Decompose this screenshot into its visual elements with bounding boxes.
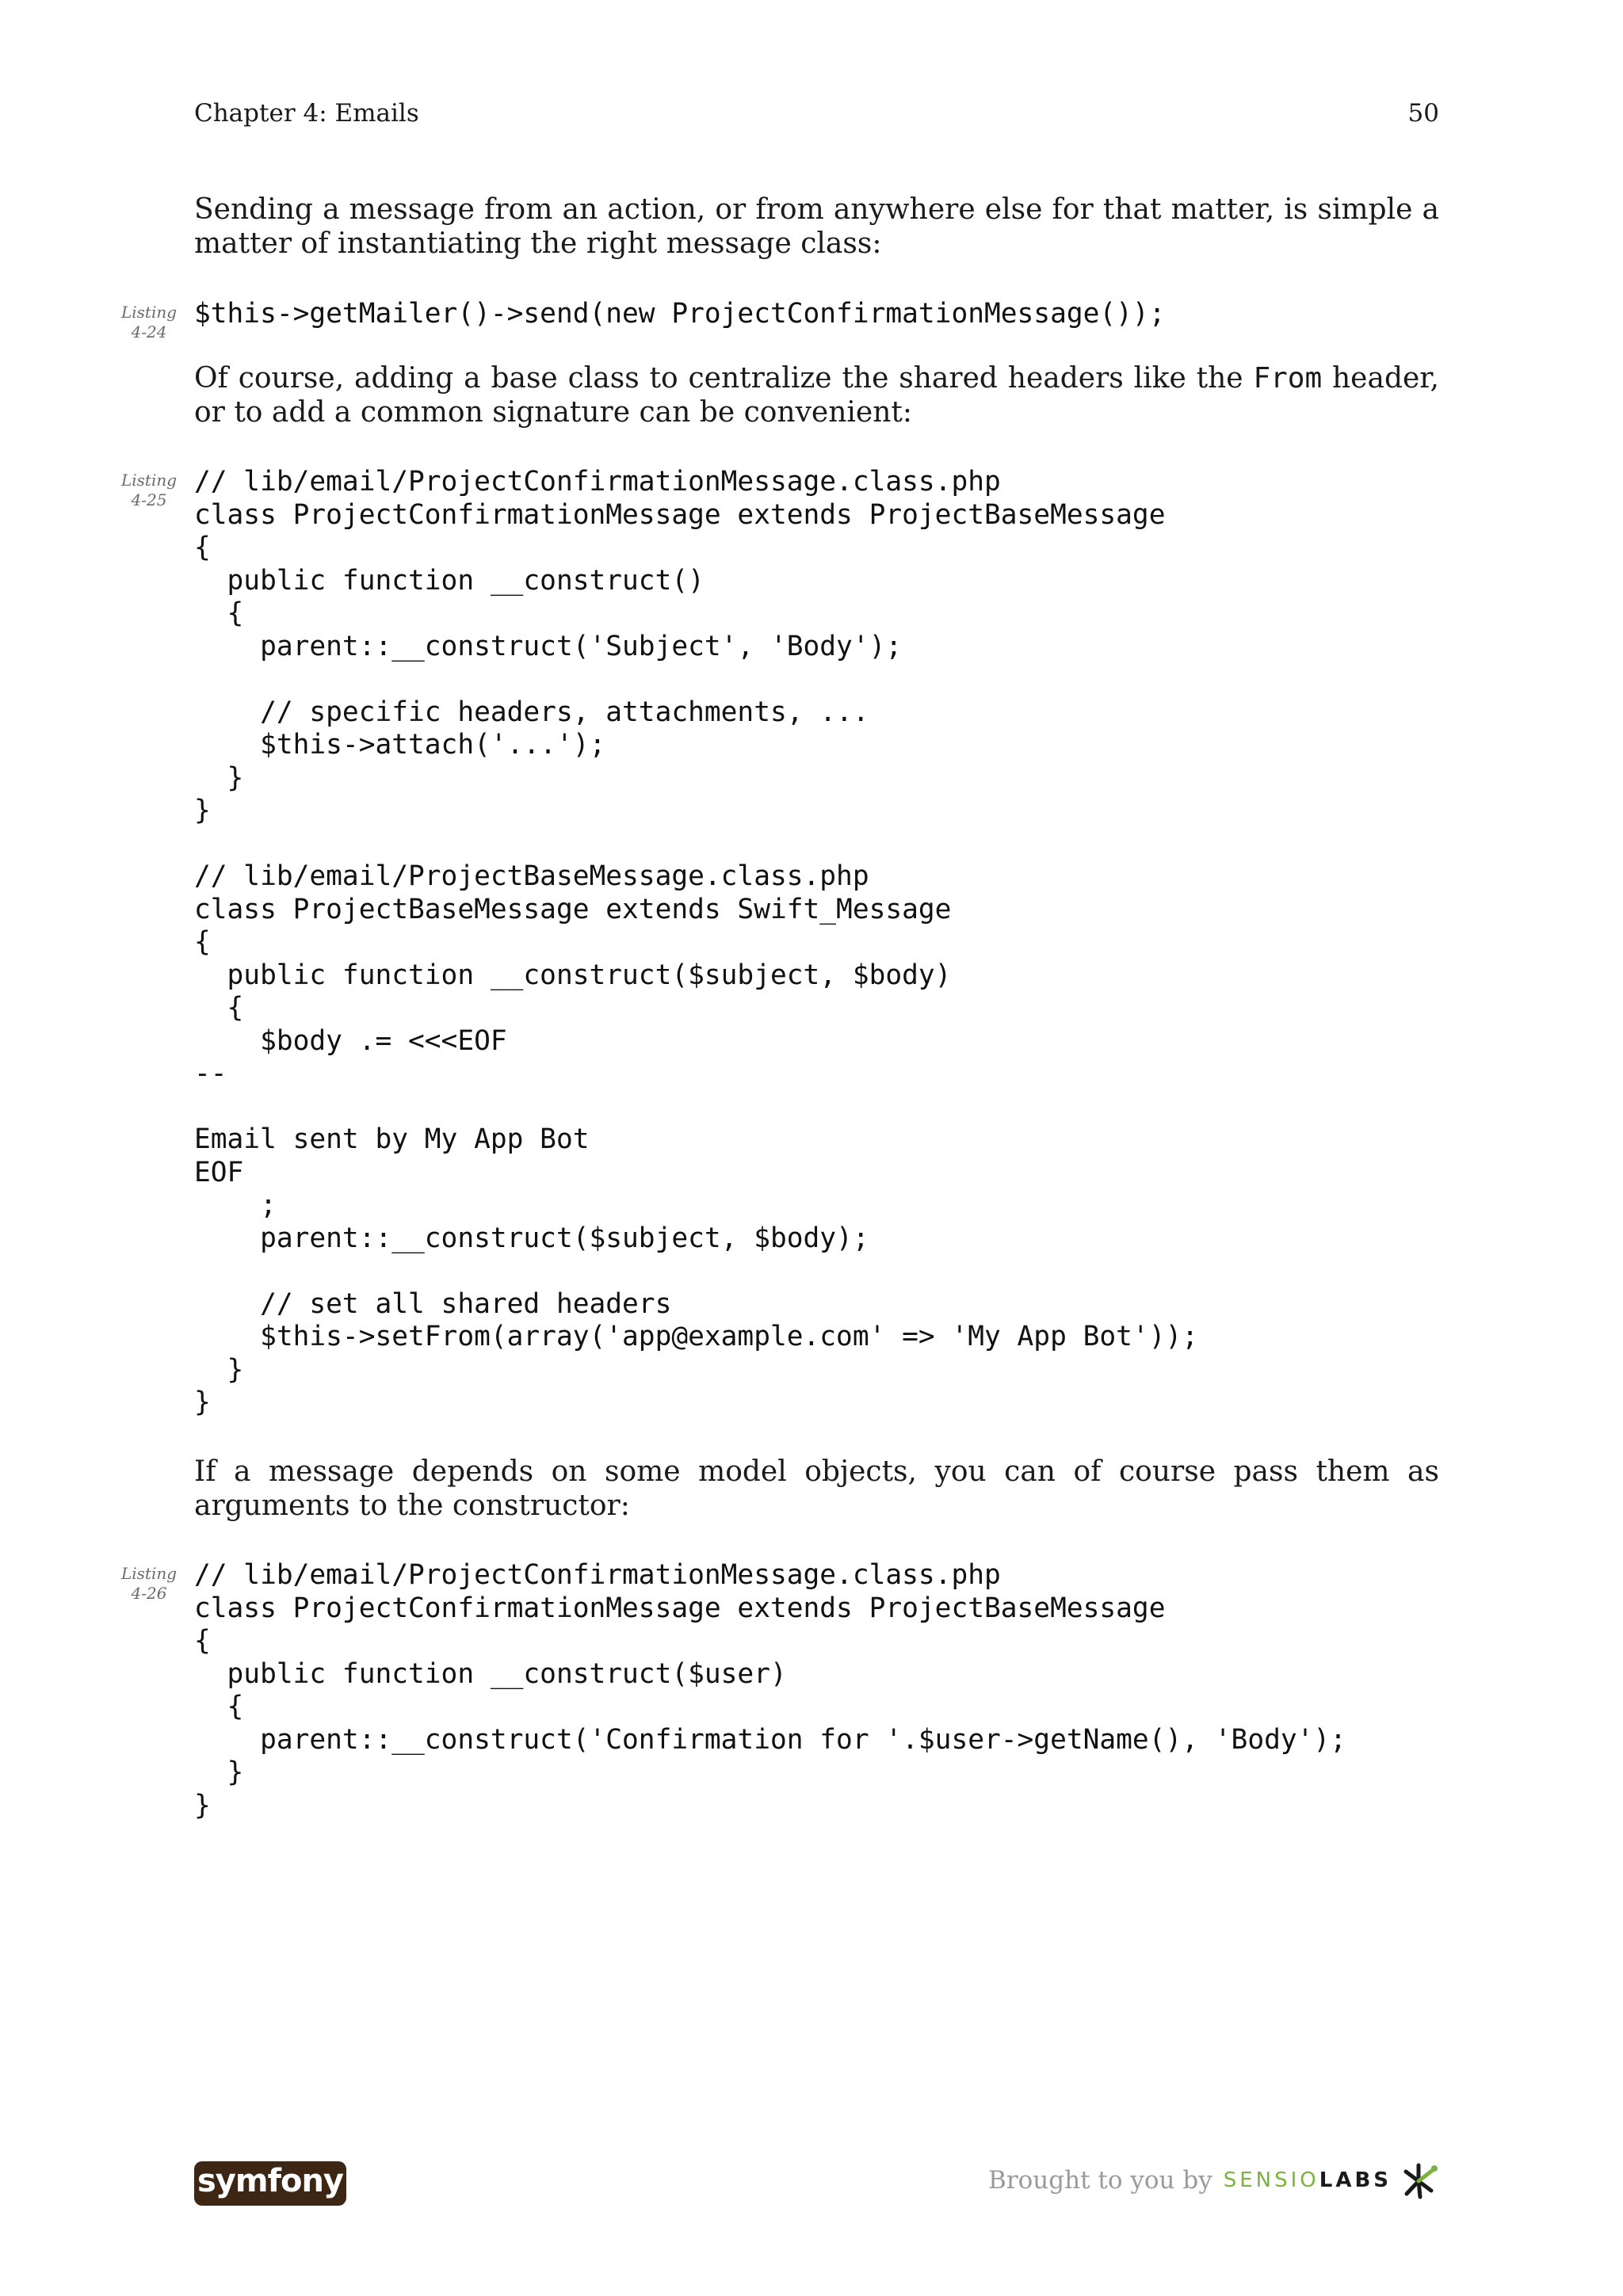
listing-label-word: Listing bbox=[120, 1564, 178, 1583]
listing-label-number: 4-24 bbox=[131, 322, 167, 341]
listing-label-4-26 bbox=[119, 1564, 179, 1604]
paragraph-intro: Sending a message from an action, or from anywhere else for that matter, is simple a matter of instantiating the right message class: bbox=[194, 193, 1439, 260]
brought-by-text: Brought to you by bbox=[988, 2166, 1212, 2195]
brand-name-labs: LABS bbox=[1319, 2168, 1392, 2192]
code-listing-4-25: // lib/email/ProjectConfirmationMessage.class.php class ProjectConfirmationMessage extends ProjectBaseMessage { public function __construct() { parent::__construct('Subject', 'Body'); // specific headers, attachments, ... $this->attach('...'); } } // lib/email/ProjectBaseMessage.class.php class ProjectBaseMessage extends Swift_Message { public function __construct($subject, $body) { $body .= <<<EOF -- Email sent by My App Bot EOF ; parent::__construct($subject, $body); // set all shared headers $this->setFrom(array('app@example.com' => 'My App Bot')); } } bbox=[194, 466, 1199, 1418]
paragraph-text: Of course, adding a base class to centralize the shared headers like the bbox=[194, 362, 1254, 395]
chapter-title: Chapter 4: Emails bbox=[194, 99, 419, 128]
listing-label-number: 4-26 bbox=[131, 1584, 167, 1603]
symfony-logo bbox=[194, 2161, 346, 2206]
listing-label-word: Listing bbox=[120, 471, 178, 490]
sponsor-credit bbox=[988, 2157, 1439, 2204]
paragraph-base-class bbox=[194, 361, 1439, 429]
listing-label-4-25 bbox=[119, 471, 179, 510]
code-listing-4-26: // lib/email/ProjectConfirmationMessage.class.php class ProjectConfirmationMessage extends ProjectBaseMessage { public function __construct($user) { parent::__construct('Confirmation for '.$user->getName(), 'Body'); } } bbox=[194, 1559, 1346, 1821]
paragraph-text: header, or to add a common signature can be convenient: bbox=[194, 362, 1439, 429]
page-number: 50 bbox=[1407, 99, 1439, 128]
symfony-logo-text: symfony bbox=[197, 2163, 343, 2199]
code-listing-4-24: $this->getMailer()->send(new ProjectConfirmationMessage()); bbox=[194, 298, 1166, 330]
listing-label-4-24 bbox=[119, 303, 179, 342]
brand-name-sensio: SENSIO bbox=[1223, 2168, 1319, 2192]
paragraph-model-objects: If a message depends on some model objects, you can of course pass them as arguments to the constructor: bbox=[194, 1455, 1439, 1522]
inline-code-from: From bbox=[1253, 362, 1323, 395]
listing-label-word: Listing bbox=[120, 303, 178, 322]
sensiolabs-mark-icon bbox=[1400, 2161, 1439, 2200]
listing-label-number: 4-25 bbox=[131, 490, 167, 509]
